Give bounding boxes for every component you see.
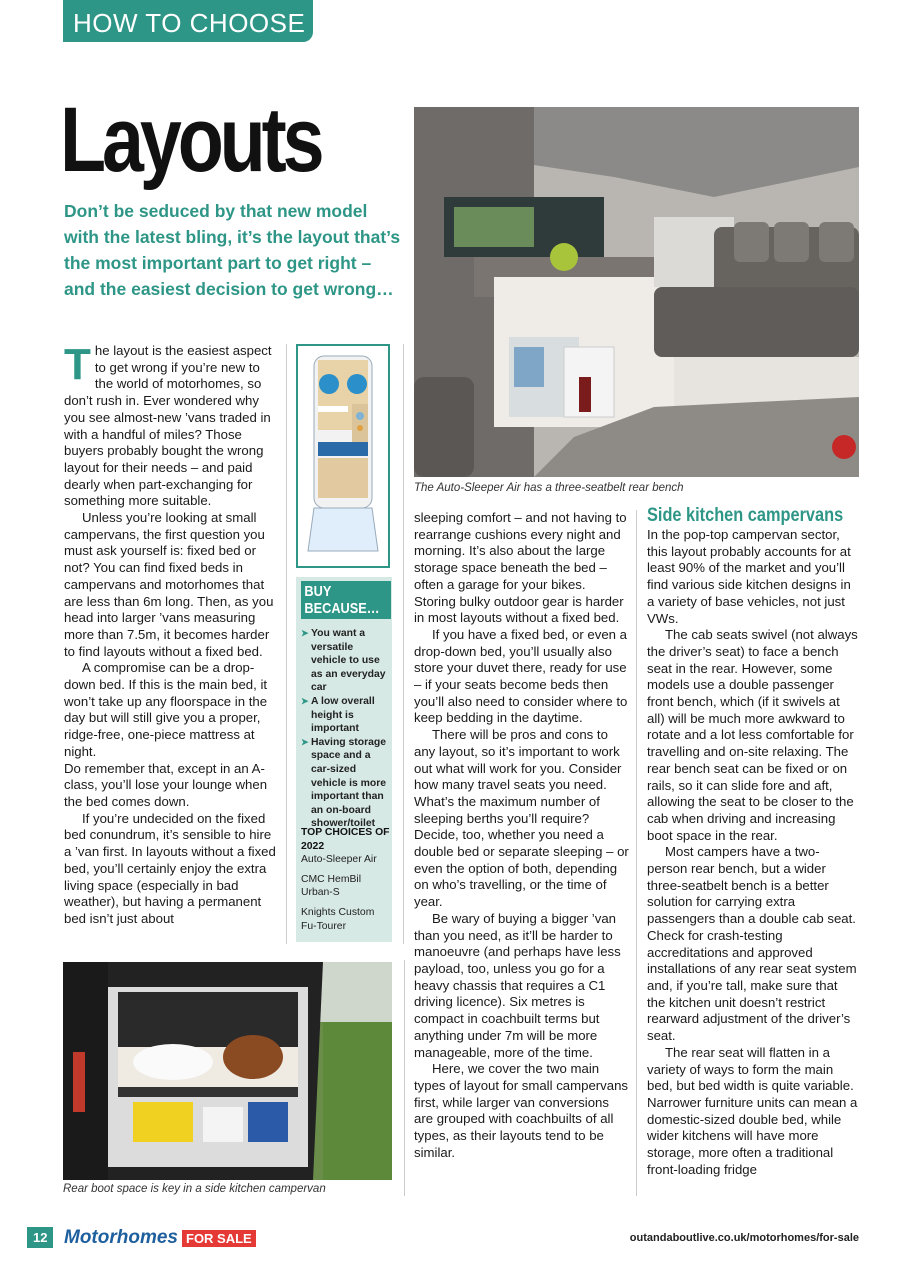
col3-paragraph: Most campers have a two-person rear bench, but a wider three-seatbelt bench is a better solution for carrying extra passengers than a double cab seat. Check for crash-testing accreditations and approved installations of any rear seat system and, if you’re tall, make sure that the kitchen unit doesn’t restrict rearward adjustment of the driver’s seat. <box>647 844 857 1044</box>
col1-paragraph: Do remember that, except in an A-class, you’ll lose your lounge when the bed comes down. <box>64 760 268 809</box>
brand-badge: FOR SALE <box>182 1230 256 1247</box>
col2-paragraph: sleeping comfort – and not having to rearrange cushions every night and morning. It’s also about the large storage space beneath the bed – often a garage for your bikes. Storing bulky outdoor gear is harder in most layouts without a fixed bed. <box>414 510 627 626</box>
footer-url[interactable]: outandaboutlive.co.uk/motorhomes/for-sale <box>629 1232 859 1244</box>
col1-paragraph: If you’re undecided on the fixed bed conundrum, it’s sensible to hire a ’van first. In layouts without a fixed bed, you’ll certainly enjoy the extra living space (especially in bad weather), but having a permanent bed isn’t just about <box>64 810 276 926</box>
reasons-list <box>301 627 391 831</box>
interior-photo-caption: The Auto-Sleeper Air has a three-seatbelt rear bench <box>414 482 684 494</box>
floor-plan-box <box>296 344 390 568</box>
section-tag-label: HOW TO CHOOSE <box>73 8 306 38</box>
reason-item: ➤ Having storage space and a car-sized vehicle is more important than an on-board shower/toilet <box>301 736 391 831</box>
reason-item: ➤ A low overall height is important <box>301 695 391 736</box>
top-choice-item: Knights Custom Fu-Tourer <box>301 906 375 932</box>
column-divider <box>636 510 637 1196</box>
interior-photo <box>414 107 859 477</box>
column-divider <box>403 344 404 944</box>
page-number: 12 <box>27 1227 53 1248</box>
col2-paragraph: Here, we cover the two main types of layout for small campervans first, while larger van conversions are grouped with coachbuilts of all types, as their layouts tend to be similar. <box>414 1061 629 1160</box>
magazine-brand <box>64 1227 256 1249</box>
article-title: Layouts <box>60 89 321 191</box>
floor-plan-diagram <box>298 346 388 566</box>
buy-because-heading: BUY BECAUSE… <box>301 581 391 619</box>
column-divider <box>286 344 287 944</box>
buy-because-box <box>296 577 392 942</box>
top-choices-heading: TOP CHOICES OF 2022 <box>301 827 390 852</box>
section-tag <box>63 0 313 42</box>
top-choice-item: Auto-Sleeper Air <box>301 854 377 866</box>
side-kitchen-heading: Side kitchen campervans <box>647 505 844 526</box>
column-2 <box>414 510 630 1161</box>
col2-paragraph: If you have a fixed bed, or even a drop-down bed, you’ll usually also store your duvet there, ready for use – if your seats become beds then you’ll also need to consider where to keep bedding in the daytime. <box>414 626 628 726</box>
col1-paragraph: Unless you’re looking at small campervans, the first question you must ask yourself is: fixed bed or not? You can find fixed beds in campervans and motorhomes that are less than 6m long. Then, as you head into larger ’vans measuring more than 7.5m, it becomes harder to find layouts without a fixed bed. <box>64 510 274 659</box>
col2-paragraph: Be wary of buying a bigger ’van than you need, as it’ll be harder to manoeuvre (and perhaps have less payload, too, unless you go for a heavy chassis that requires a C1 driving licence). Six metres is compact in coachbuilt terms but anything under 7m will be more manageable, more of the time. <box>414 910 621 1060</box>
column-3 <box>647 527 859 1178</box>
column-divider <box>404 960 405 1196</box>
drop-cap: T <box>64 340 91 389</box>
col1-paragraph: The layout is the easiest aspect to get wrong if you’re new to the world of motorhomes, so don’t rush in. Ever wondered why you see almost-new ’vans traded in with a handful of miles? Those buyers probably bought the wrong layout for their needs – and paid dearly when part-exchanging for something more suitable. <box>64 340 272 509</box>
interior-photo-illustration <box>414 107 859 477</box>
col1-paragraph: A compromise can be a drop-down bed. If this is the main bed, it won’t take up any floorspace in the day but will still give you a proper, ridge-free, one-piece mattress at night. <box>64 660 268 759</box>
col2-paragraph: There will be pros and cons to any layout, so it’s important to work out what will work for you. Consider how many travel seats you need. What’s the maximum number of sleeping berths you’ll require? Decide, too, whether you need a double bed or separate sleeping – or even the option of both, depending on who’s travelling, or the time of year. <box>414 727 629 910</box>
col3-paragraph: In the pop-top campervan sector, this layout probably accounts for at least 90% of the market and you’ll find various side kitchen designs in a variety of base vehicles, not just VWs. <box>647 527 851 626</box>
boot-photo <box>63 962 392 1180</box>
boot-photo-illustration <box>63 962 392 1180</box>
top-choices <box>301 826 391 933</box>
col3-paragraph: The cab seats swivel (not always the driver’s seat) to face a bench seat in the rear. However, some models use a double passenger front bench, which (if it swivels at all) will be much more awkward to rotate and a lot less comfortable for travelling and on-site relaxing. The rear bench seat can be fixed or on rails, so it can slide fore and aft, allowing the seat to be closer to the cab when driving and increasing boot space in the rear. <box>647 627 858 843</box>
standfirst: Don’t be seduced by that new model with the latest bling, it’s the layout that’s the most important part to get right – and the easiest decision to get wrong… <box>64 201 401 299</box>
column-1 <box>64 340 280 928</box>
top-choice-item: CMC HemBil Urban-S <box>301 873 362 899</box>
brand-name: Motorhomes <box>64 1227 178 1248</box>
reason-item: ➤ You want a versatile vehicle to use as an everyday car <box>301 627 391 695</box>
boot-photo-caption: Rear boot space is key in a side kitchen campervan <box>63 1183 326 1195</box>
col3-paragraph: The rear seat will flatten in a variety of ways to form the main bed, but bed width is quite variable. Narrower furniture units can mean a domestic-sized double bed, while wider kitchens will have more storage, more often a traditional front-loading fridge <box>647 1044 858 1177</box>
